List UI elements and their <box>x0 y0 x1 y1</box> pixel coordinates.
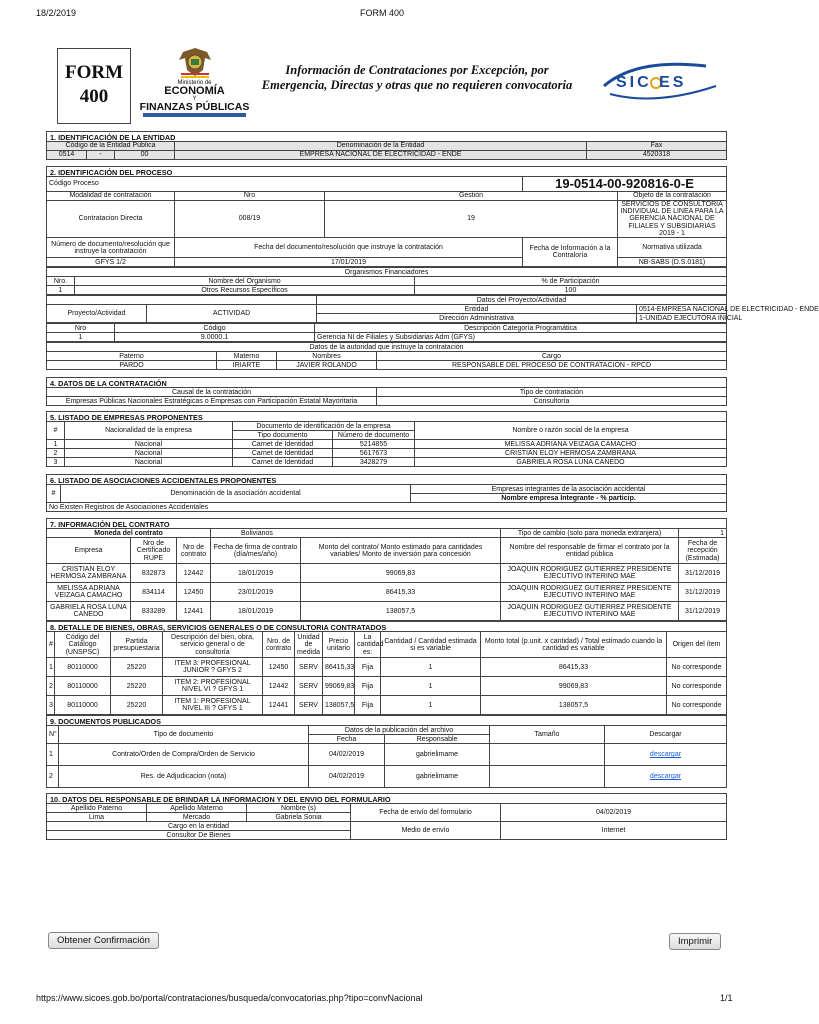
download-link[interactable]: descargar <box>649 773 682 781</box>
process-code: 19-0514-00-920816-0-E <box>523 177 727 192</box>
h-unidad: Unidad de medida <box>295 632 323 658</box>
moneda-value: Bolivianos <box>211 529 501 538</box>
item-precio: 86415,33 <box>323 658 355 677</box>
h-dir-admin: Dirección Administrativa <box>317 314 637 323</box>
ministry-stripe <box>143 113 246 117</box>
h-razon-social: Nombre o razón social de la empresa <box>415 422 727 440</box>
h-entidad: Entidad <box>317 305 637 314</box>
h-medio-envio: Medio de envío <box>351 822 501 840</box>
contract-nro: 12442 <box>177 564 211 583</box>
h-doc-number: Número de documento/resolución que instruye la contratación <box>47 238 175 258</box>
item-num: 3 <box>47 696 55 715</box>
item-catalogo: 80110000 <box>55 696 111 715</box>
entity-code-1: 0514 <box>47 151 87 160</box>
bidders-table <box>46 421 727 467</box>
print-url: https://www.sicoes.gob.bo/portal/contrataciones/busqueda/convocatorias.php?tipo=convNacional <box>36 993 423 1003</box>
download-link[interactable]: descargar <box>649 751 682 759</box>
h-resp-cargo: Cargo en la entidad <box>47 822 351 831</box>
bidder-num: 3 <box>47 458 65 467</box>
bidder-tipo-doc: Carnet de Identidad <box>233 458 333 467</box>
form-body <box>46 131 819 840</box>
h-assoc-denom: Denominación de la asociación accidental <box>61 485 411 503</box>
contract-cert: 832873 <box>131 564 177 583</box>
item-descripcion: ITEM 2: PROFESIONAL NIVEL VI ? GFYS 1 <box>163 677 263 696</box>
h-doc-num: N° <box>47 726 59 744</box>
h-org-nro: Nro. <box>47 277 75 286</box>
item-unidad: SERV <box>295 696 323 715</box>
doc-number-value: GFYS 1/2 <box>47 258 175 267</box>
doc-descargar <box>605 766 727 788</box>
sicoes-text: SIC ES <box>616 74 687 91</box>
section-8-title: 8. DETALLE DE BIENES, OBRAS, SERVICIOS GENERALES O DE CONSULTORIA CONTRATADOS <box>46 621 727 631</box>
h-catalogo: Código del Catálogo (UNSPSC) <box>55 632 111 658</box>
entity-table <box>46 141 727 160</box>
entidad-value: 0514-EMPRESA NACIONAL DE ELECTRICIDAD - ENDE <box>637 305 727 314</box>
h-materno: Materno <box>217 352 277 361</box>
normativa-value: NB-SABS (D.S.0181) <box>618 258 727 267</box>
h-prog-codigo: Código <box>115 324 315 333</box>
item-origen: No corresponde <box>667 696 727 715</box>
contract-monto: 138057,5 <box>301 602 501 621</box>
h-item-num: # <box>47 632 55 658</box>
resp-nombres: Gabriela Sonia <box>247 813 351 822</box>
h-doc-tipo: Tipo de documento <box>59 726 309 744</box>
ministry-small: Ministerio de <box>177 80 212 86</box>
h-entity-code: Código de la Entidad Pública <box>47 142 175 151</box>
item-num: 2 <box>47 677 55 696</box>
table-row <box>47 602 727 621</box>
table-row <box>47 583 727 602</box>
h-num-doc: Número de documento <box>333 431 415 440</box>
form-title: Información de Contrataciones por Excepción, por Emergencia, Directas y otras que no requieren convocatoria <box>261 63 573 92</box>
item-cantidad: 1 <box>381 696 481 715</box>
h-assoc-num: # <box>47 485 61 503</box>
section-10-title: 10. DATOS DEL RESPONSABLE DE BRINDAR LA INFORMACION Y DEL ENVIO DEL FORMULARIO <box>46 793 727 803</box>
h-resp-materno: Apellido Materno <box>147 804 247 813</box>
item-monto-total: 99069,83 <box>481 677 667 696</box>
responsible-table <box>46 803 727 840</box>
h-prog-desc: Descripción Categoría Programática <box>315 324 727 333</box>
authority-table <box>46 342 727 370</box>
entity-code-2: 00 <box>115 151 175 160</box>
h-modality: Modalidad de contratación <box>47 191 175 200</box>
contract-info-table <box>46 528 727 621</box>
proyecto-value: ACTIVIDAD <box>147 305 317 323</box>
h-precio: Precio unitario <box>323 632 355 658</box>
doc-num: 2 <box>47 766 59 788</box>
h-cert-rupe: Nro de Certificado RUPE <box>131 538 177 564</box>
print-title: FORM 400 <box>360 8 405 18</box>
h-doc-id: Documento de identificación de la empresa <box>233 422 415 431</box>
page-number: 1/1 <box>720 993 733 1003</box>
h-fecha-info: Fecha de Información a la Contraloría <box>523 238 618 267</box>
contract-cert: 834114 <box>131 583 177 602</box>
contract-monto: 99069,83 <box>301 564 501 583</box>
h-objeto: Objeto de la contratación <box>618 191 727 200</box>
h-cargo: Cargo <box>377 352 727 361</box>
prog-desc: Gerencia NI de Filiales y Subsidiarias Adm (GFYS) <box>315 333 727 342</box>
table-row <box>47 658 727 677</box>
contract-responsable: JOAQUIN RODRIGUEZ GUTIERREZ PRESIDENTE EJECUTIVO INTERINO MAE <box>501 564 679 583</box>
objeto-value: SERVICIOS DE CONSULTORIA INDIVIDUAL DE LINEA PARA LA GERENCIA NACIONAL DE FILIALES Y SUBSIDIARIAS 2019 - 1 <box>618 200 727 238</box>
item-unidad: SERV <box>295 677 323 696</box>
table-row <box>47 744 727 766</box>
contract-monto: 86415,33 <box>301 583 501 602</box>
h-organismos: Organismos Financiadores <box>47 268 727 277</box>
financiers-table <box>46 267 727 295</box>
bidder-nacionalidad: Nacional <box>65 440 233 449</box>
doc-num: 1 <box>47 744 59 766</box>
h-responsable: Nombre del responsable de firmar el contrato por la entidad pública <box>501 538 679 564</box>
h-doc-date: Fecha del documento/resolución que instruye la contratación <box>175 238 523 258</box>
h-nombres: Nombres <box>277 352 377 361</box>
contract-cert: 833289 <box>131 602 177 621</box>
bidder-nacionalidad: Nacional <box>65 449 233 458</box>
doc-descargar <box>605 744 727 766</box>
section-5-title: 5. LISTADO DE EMPRESAS PROPONENTES <box>46 411 727 421</box>
no-associations: No Existen Registros de Asociaciones Accidentales <box>47 503 727 512</box>
contract-responsable: JOAQUIN RODRIGUEZ GUTIERREZ PRESIDENTE EJECUTIVO INTERINO MAE <box>501 602 679 621</box>
doc-fecha: 04/02/2019 <box>309 744 385 766</box>
item-origen: No corresponde <box>667 658 727 677</box>
item-nro-contrato: 12450 <box>263 658 295 677</box>
h-bidder-num: # <box>47 422 65 440</box>
item-precio: 138057,5 <box>323 696 355 715</box>
h-monto: Monto del contrato/ Monto estimado para cantidades variables/ Monto de inversión para concesión <box>301 538 501 564</box>
items-table <box>46 631 727 715</box>
doc-tamano <box>490 766 605 788</box>
item-monto-total: 86415,33 <box>481 658 667 677</box>
item-origen: No corresponde <box>667 677 727 696</box>
table-row <box>47 766 727 788</box>
h-proyecto: Proyecto/Actividad <box>47 305 147 323</box>
h-empresa: Empresa <box>47 538 131 564</box>
doc-fecha: 04/02/2019 <box>309 766 385 788</box>
h-resp-paterno: Apellido Paterno <box>47 804 147 813</box>
h-la-cantidad: La cantidad es: <box>355 632 381 658</box>
h-doc-datos: Datos de la publicación del archivo <box>309 726 490 735</box>
bidder-num-doc: 5617673 <box>333 449 415 458</box>
item-unidad: SERV <box>295 658 323 677</box>
h-doc-fecha: Fecha <box>309 735 385 744</box>
form-number-box <box>57 48 131 124</box>
h-causal: Causal de la contratación <box>47 388 377 397</box>
confirm-button[interactable]: Obtener Confirmación <box>48 932 159 949</box>
h-partida: Partida presupuestaria <box>111 632 163 658</box>
h-entity-name: Denominación de la Entidad <box>175 142 587 151</box>
h-fecha-envio: Fecha de envío del formulario <box>351 804 501 822</box>
org-pct: 100 <box>415 286 727 295</box>
print-date: 18/2/2019 <box>36 8 77 18</box>
coat-of-arms-icon <box>175 46 215 80</box>
doc-tipo: Contrato/Orden de Compra/Orden de Servicio <box>59 744 309 766</box>
section-4-title: 4. DATOS DE LA CONTRATACIÓN <box>46 377 727 387</box>
ministry-amp: Y <box>192 96 197 102</box>
h-monto-total: Monto total (p.unit. x cantidad) / Total estimado cuando la cantidad es variable <box>481 632 667 658</box>
bidder-razon-social: GABRIELA ROSA LUNA CANEDO <box>415 458 727 467</box>
table-row <box>47 677 727 696</box>
contract-fecha-firma: 23/01/2019 <box>211 583 301 602</box>
h-origen: Origen del ítem <box>667 632 727 658</box>
bidder-razon-social: MELISSA ADRIANA VEIZAGA CAMACHO <box>415 440 727 449</box>
resp-cargo: Consultor De Bienes <box>47 831 351 840</box>
entity-name: EMPRESA NACIONAL DE ELECTRICIDAD - ENDE <box>175 151 587 160</box>
h-contract-number: Nro <box>175 191 325 200</box>
form-number: 400 <box>79 86 109 107</box>
h-fax: Fax <box>587 142 727 151</box>
org-name: Otros Recursos Específicos <box>75 286 415 295</box>
h-cantidad: Cantidad / Cantidad estimada si es variable <box>381 632 481 658</box>
h-org-name: Nombre del Organismo <box>75 277 415 286</box>
table-row <box>47 458 727 467</box>
h-normativa: Normativa utilizada <box>618 238 727 258</box>
h-nro-contrato: Nro de contrato <box>177 538 211 564</box>
gestion-value: 19 <box>325 200 618 238</box>
h-tipo-contratacion: Tipo de contratación <box>377 388 727 397</box>
h-doc-descargar: Descargar <box>605 726 727 744</box>
bidder-razon-social: CRISTIAN ELOY HERMOSA ZAMBRANA <box>415 449 727 458</box>
h-autoridad: Datos de la autoridad que instruye la contratación <box>47 343 727 352</box>
nombres-value: JAVIER ROLANDO <box>277 361 377 370</box>
entity-code-sep: - <box>87 151 115 160</box>
tipo-contratacion-value: Consultoría <box>377 397 727 406</box>
contract-nro: 12441 <box>177 602 211 621</box>
doc-responsable: gabrielimame <box>385 766 490 788</box>
item-partida: 25220 <box>111 677 163 696</box>
item-partida: 25220 <box>111 658 163 677</box>
h-item-nro-contrato: Nro. de contrato <box>263 632 295 658</box>
cargo-value: RESPONSABLE DEL PROCESO DE CONTRATACION - RPCD <box>377 361 727 370</box>
h-tipo-cambio: Tipo de cambio (solo para moneda extranjera) <box>501 529 679 538</box>
h-tipo-doc: Tipo documento <box>233 431 333 440</box>
ministry-line1: ECONOMÍA <box>164 85 225 97</box>
medio-envio-value: Internet <box>501 822 727 840</box>
h-descripcion: Descripción del bien, obra, servicio general o de consultoría <box>163 632 263 658</box>
item-catalogo: 80110000 <box>55 677 111 696</box>
h-moneda: Moneda del contrato <box>47 529 211 538</box>
table-row <box>47 440 727 449</box>
print-button[interactable]: Imprimir <box>669 933 721 950</box>
contract-fecha-recepcion: 31/12/2019 <box>679 583 727 602</box>
fecha-envio-value: 04/02/2019 <box>501 804 727 822</box>
h-paterno: Paterno <box>47 352 217 361</box>
h-doc-tamano: Tamaño <box>490 726 605 744</box>
item-precio: 99069,83 <box>323 677 355 696</box>
item-num: 1 <box>47 658 55 677</box>
h-nacionalidad: Nacionalidad de la empresa <box>65 422 233 440</box>
doc-tipo: Res. de Adjudicacion (nota) <box>59 766 309 788</box>
contract-nro: 12450 <box>177 583 211 602</box>
contract-empresa: GABRIELA ROSA LUNA CANEDO <box>47 602 131 621</box>
doc-responsable: gabrielimame <box>385 744 490 766</box>
table-row <box>47 696 727 715</box>
h-org-pct: % de Participación <box>415 277 727 286</box>
contract-fecha-firma: 18/01/2019 <box>211 602 301 621</box>
h-process-code: Código Proceso <box>47 177 523 192</box>
causal-value: Empresas Públicas Nacionales Estratégicas o Empresas con Participación Estatal Mayoritaria <box>47 397 377 406</box>
h-fecha-recepcion: Fecha de recepción (Estimada) <box>679 538 727 564</box>
bidder-num: 1 <box>47 440 65 449</box>
item-la-cantidad: Fija <box>355 677 381 696</box>
contract-number-value: 008/19 <box>175 200 325 238</box>
sicoes-logo <box>596 56 728 104</box>
prog-nro: 1 <box>47 333 115 342</box>
doc-tamano <box>490 744 605 766</box>
contract-fecha-firma: 18/01/2019 <box>211 564 301 583</box>
contract-data-table <box>46 387 727 406</box>
documents-table <box>46 725 727 788</box>
item-nro-contrato: 12441 <box>263 696 295 715</box>
bidder-nacionalidad: Nacional <box>65 458 233 467</box>
contract-empresa: CRISTIAN ELOY HERMOSA ZAMBRANA <box>47 564 131 583</box>
item-la-cantidad: Fija <box>355 658 381 677</box>
table-row <box>47 449 727 458</box>
contract-fecha-recepcion: 31/12/2019 <box>679 564 727 583</box>
section-6-title: 6. LISTADO DE ASOCIACIONES ACCIDENTALES PROPONENTES <box>46 474 727 484</box>
materno-value: IRIARTE <box>217 361 277 370</box>
h-doc-resp: Responsable <box>385 735 490 744</box>
project-table <box>46 295 819 323</box>
item-catalogo: 80110000 <box>55 658 111 677</box>
doc-date-value: 17/01/2019 <box>175 258 523 267</box>
resp-paterno: Lima <box>47 813 147 822</box>
dir-admin-value: 1-UNIDAD EJECUTORA INICIAL <box>637 314 727 323</box>
h-nombre-pct: Nombre empresa Integrante - % particip. <box>411 494 727 503</box>
item-monto-total: 138057,5 <box>481 696 667 715</box>
bidder-num-doc: 3428279 <box>333 458 415 467</box>
contract-responsable: JOAQUIN RODRIGUEZ GUTIERREZ PRESIDENTE EJECUTIVO INTERINO MAE <box>501 583 679 602</box>
bidder-num: 2 <box>47 449 65 458</box>
table-row <box>47 564 727 583</box>
form-label: FORM <box>64 62 124 83</box>
process-table <box>46 176 727 267</box>
bidder-num-doc: 5214855 <box>333 440 415 449</box>
item-la-cantidad: Fija <box>355 696 381 715</box>
item-descripcion: ITEM 1: PROFESIONAL NIVEL III ? GFYS 1 <box>163 696 263 715</box>
h-datos-proyecto: Datos del Proyecto/Actividad <box>317 296 727 305</box>
h-prog-nro: Nro <box>47 324 115 333</box>
bidder-tipo-doc: Carnet de Identidad <box>233 440 333 449</box>
section-7-title: 7. INFORMACIÓN DEL CONTRATO <box>46 518 727 528</box>
h-resp-nombres: Nombre (s) <box>247 804 351 813</box>
item-cantidad: 1 <box>381 658 481 677</box>
h-fecha-firma: Fecha de firma de contrato (día/mes/año) <box>211 538 301 564</box>
associations-table <box>46 484 727 512</box>
contract-empresa: MELISSA ADRIANA VEIZAGA CAMACHO <box>47 583 131 602</box>
item-partida: 25220 <box>111 696 163 715</box>
program-table <box>46 323 727 342</box>
section-2-title: 2. IDENTIFICACIÓN DEL PROCESO <box>46 166 727 176</box>
org-nro: 1 <box>47 286 75 295</box>
h-gestion: Gestión <box>325 191 618 200</box>
section-9-title: 9. DOCUMENTOS PUBLICADOS <box>46 715 727 725</box>
paterno-value: PARDO <box>47 361 217 370</box>
item-nro-contrato: 12442 <box>263 677 295 696</box>
ministry-line2: FINANZAS PÚBLICAS <box>139 101 250 113</box>
section-1-title: 1. IDENTIFICACIÓN DE LA ENTIDAD <box>46 131 727 141</box>
item-cantidad: 1 <box>381 677 481 696</box>
tipo-cambio-value: 1 <box>679 529 727 538</box>
bidder-tipo-doc: Carnet de Identidad <box>233 449 333 458</box>
contract-fecha-recepcion: 31/12/2019 <box>679 602 727 621</box>
modality-value: Contratacion Directa <box>47 200 175 238</box>
fax-value: 4520318 <box>587 151 727 160</box>
item-descripcion: ITEM 3: PROFESIONAL JUNIOR ? GFYS 2 <box>163 658 263 677</box>
h-integrantes: Empresas integrantes de la asociación accidental <box>411 485 727 494</box>
prog-codigo: 9.0000.1 <box>115 333 315 342</box>
ministry-logo <box>137 46 252 126</box>
resp-materno: Mercado <box>147 813 247 822</box>
